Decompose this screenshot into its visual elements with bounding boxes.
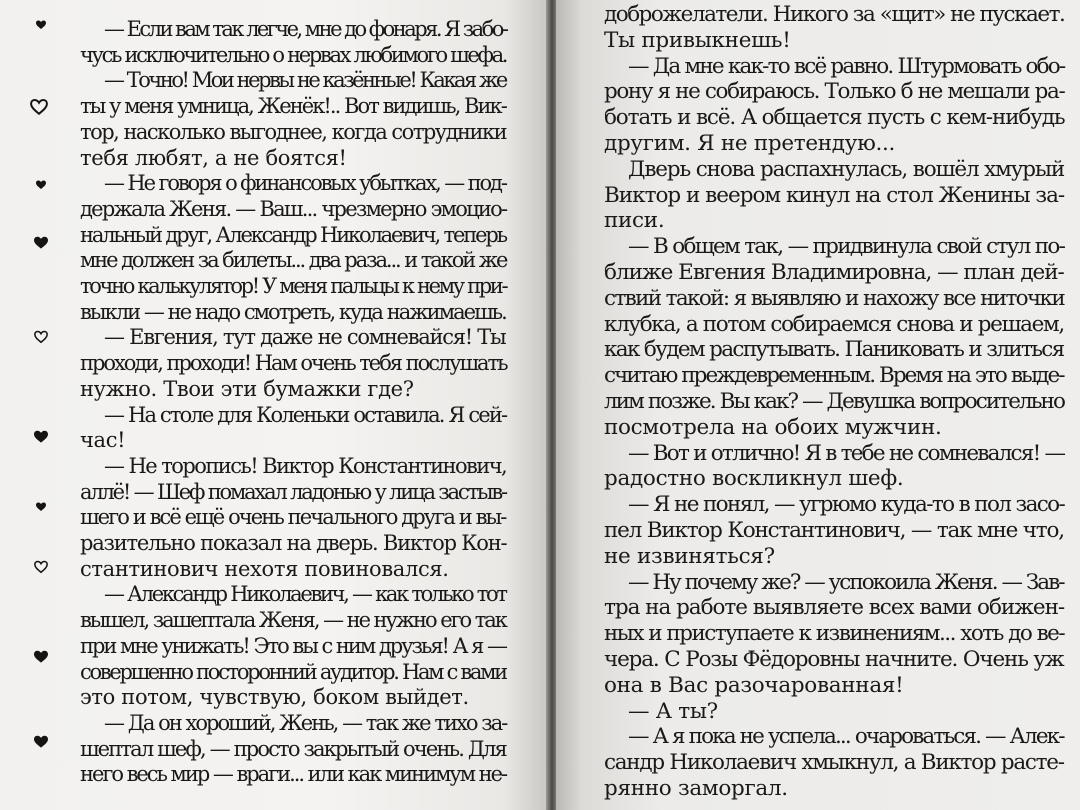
text-line: клубка, а потом собираемся снова и решаем, — [604, 311, 1064, 337]
heart-icon — [34, 236, 48, 250]
text-line: Дверь снова распахнулась, вошёл хмурый — [628, 156, 1065, 182]
text-line: мне должен за билеты... два раза... и такой же — [80, 248, 507, 273]
text-line: нужно. Твои эти бумажки где? — [80, 376, 414, 401]
text-line: — Александр Николаевич, — как только тот — [104, 582, 506, 607]
text-line: Виктор и веером кинул на стол Женины за- — [604, 182, 1065, 208]
text-line: как будем распутывать. Паниковать и злиться — [604, 337, 1064, 363]
text-line: держала Женя. — Ваш... чрезмерно эмоцио- — [80, 196, 507, 221]
text-line: другим. Я не претендую... — [604, 131, 896, 156]
heart-icon — [34, 560, 48, 574]
text-line: тор, насколько выгоднее, когда сотрудники — [80, 119, 507, 144]
text-line: рону я не собираюсь. Только б не мешали ра- — [604, 79, 1065, 105]
text-line: пел Виктор Константинович, — так мне что, — [604, 518, 1064, 543]
text-line: — А я пока не успела... очароваться. — Алек- — [628, 724, 1064, 750]
text-line: шептал шеф, — просто закрытый очень. Для — [80, 736, 506, 761]
text-line: доброжелатели. Никого за «щит» не пускает. — [604, 2, 1065, 27]
text-line: — Евгения, тут даже не сомневайся! Ты — [104, 325, 506, 350]
text-line: радостно воскликнул шеф. — [604, 466, 904, 492]
heart-icon — [34, 735, 48, 749]
text-line: чера. С Розы Фёдоровны начните. Очень уж — [604, 647, 1064, 672]
text-line: точно калькулятор! У меня пальцы к нему при- — [80, 274, 507, 298]
text-line: это потом, чувствую, боком выйдет. — [80, 685, 469, 710]
text-line: ближе Евгения Владимировна, — план дей- — [604, 260, 1064, 285]
text-line: чусь исключительно о нервах любимого шефа. — [80, 42, 507, 67]
text-line: вышел, зашептала Женя, — не нужно его так — [80, 608, 506, 633]
text-line: выкли — не надо смотреть, куда нажимаешь. — [80, 299, 506, 324]
text-line: — В общем так, — придвинула свой стул по- — [628, 234, 1065, 260]
text-line: — Точно! Мои нервы не казённые! Какая же — [104, 68, 506, 93]
heart-icon — [36, 502, 46, 512]
text-line: тебя любят, а не боятся! — [80, 145, 347, 170]
text-line: писи. — [604, 208, 665, 234]
text-line: шего и всё ещё очень печального друга и вы- — [80, 505, 506, 530]
text-line: тра на работе выявляете всех вами обижен- — [604, 595, 1065, 621]
text-line: аллё! — Шеф помахал ладонью у лица застыв- — [80, 479, 506, 504]
text-line: него весь мир — враги... или как минимум не- — [80, 762, 507, 787]
text-line: сандр Николаевич хмыкнул, а Виктор расте- — [604, 750, 1064, 776]
text-line: не извиняться? — [604, 543, 775, 569]
text-line: лим позже. Вы как? — Девушка вопросительно — [604, 389, 1064, 414]
text-line: ствий такой: я выявляю и нахожу все ниточки — [604, 285, 1065, 311]
heart-icon — [34, 650, 48, 664]
text-line: стантинович нехотя повиновался. — [80, 556, 449, 581]
text-line: — Ну почему же? — успокоила Женя. — Зав- — [628, 569, 1064, 595]
heart-icon — [34, 330, 48, 344]
heart-icon — [30, 98, 48, 116]
heart-icon — [36, 20, 46, 30]
text-line: час! — [80, 428, 126, 453]
text-line: посмотрела на обоих мужчин. — [604, 414, 942, 440]
heart-icon — [34, 430, 48, 444]
text-line: — Не торопись! Виктор Константинович, — [104, 453, 507, 478]
text-line: при мне унижать! Это вы с ним друзья! А я — — [80, 633, 506, 658]
text-line: — Я не понял, — угрюмо куда-то в пол засо- — [628, 492, 1065, 518]
text-line: совершенно посторонний аудитор. Нам с вами — [80, 659, 506, 684]
right-page — [556, 0, 1080, 810]
text-line: она в Вас разочарованная! — [604, 672, 904, 698]
text-line: — Да мне как-то всё равно. Штурмовать обо- — [628, 53, 1065, 79]
text-line: проходи, проходи! Нам очень тебя послушать — [80, 351, 507, 376]
text-line: — Если вам так легче, мне до фонаря. Я забо- — [104, 17, 507, 41]
text-line: ных и приступаете к извинениям... хоть до ве- — [604, 621, 1065, 647]
text-line: рянно заморгал. — [604, 776, 788, 801]
text-line: ты у меня умница, Женёк!.. Вот видишь, Вик- — [80, 94, 506, 119]
text-line: — Не говоря о финансовых убытках, — под- — [104, 171, 506, 196]
text-line: — Вот и отлично! Я в тебе не сомневался! — — [628, 440, 1065, 466]
text-line: разительно показал на дверь. Виктор Кон- — [80, 531, 507, 555]
heart-icon — [36, 180, 46, 190]
text-line: ботать и всё. А общается пусть с кем-нибудь — [604, 105, 1065, 131]
text-line: Ты привыкнешь! — [604, 27, 791, 53]
text-line: нальный друг, Александр Николаевич, теперь — [80, 222, 506, 247]
text-line: — На столе для Коленьки оставила. Я сей- — [104, 402, 507, 427]
text-line: — Да он хороший, Жень, — так же тихо за- — [104, 710, 507, 735]
text-line: — А ты? — [628, 698, 718, 724]
text-line: считаю преждевременным. Время на это выде- — [604, 363, 1064, 389]
